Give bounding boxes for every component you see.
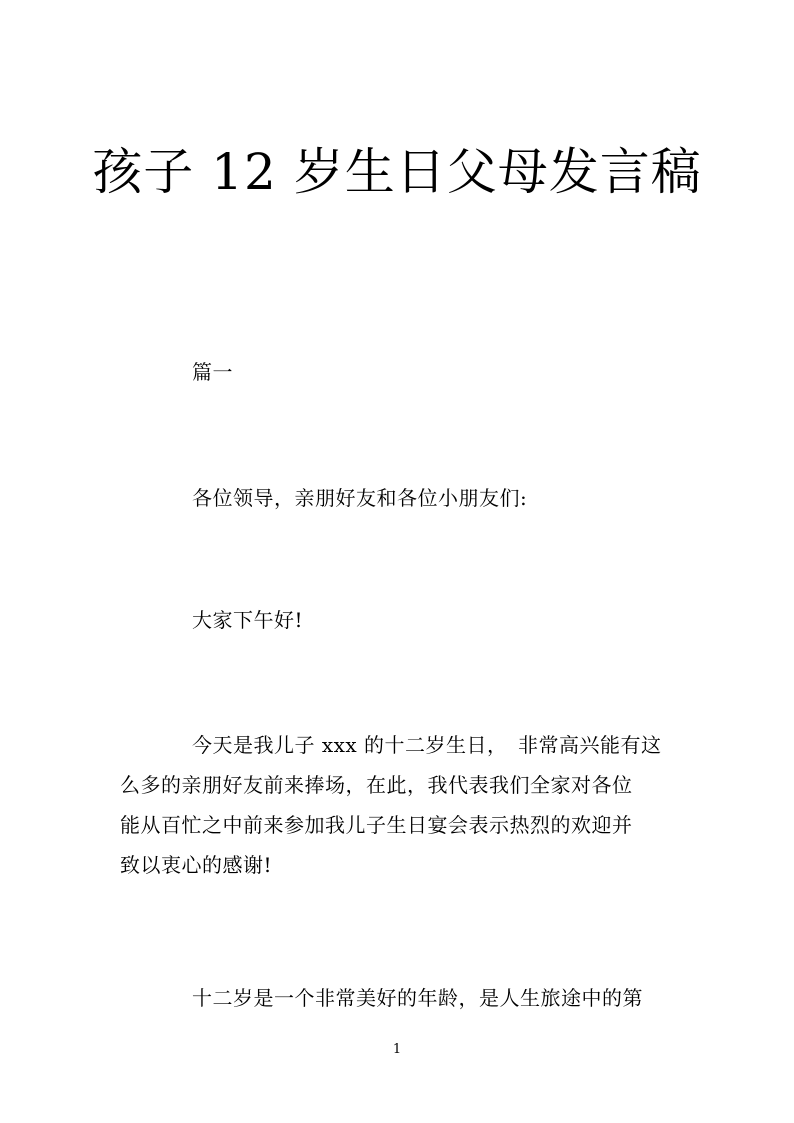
greeting-paragraph (120, 600, 680, 640)
document-title: 孩子 12 岁生日父母发言稿 (92, 143, 702, 201)
section-label: 篇一 (192, 360, 233, 384)
salutation-text: 各位领导，亲朋好友和各位小朋友们: (192, 486, 528, 510)
paragraph-line: 十二岁是一个非常美好的年龄，是人生旅途中的第 (192, 986, 643, 1010)
paragraph-line: 致以衷心的感谢! (120, 853, 273, 877)
greeting-text: 大家下午好! (192, 608, 304, 632)
salutation-paragraph (120, 478, 680, 518)
body-paragraph-2 (120, 978, 680, 1018)
paragraph-line: 今天是我儿子 xxx 的十二岁生日， 非常高兴能有这 (192, 733, 662, 757)
page-number: 1 (392, 1042, 402, 1057)
section-label-paragraph (120, 352, 680, 392)
paragraph-line: 能从百忙之中前来参加我儿子生日宴会表示热烈的欢迎并 (120, 813, 633, 837)
paragraph-line: 么多的亲朋好友前来捧场，在此，我代表我们全家对各位 (120, 773, 633, 797)
body-paragraph-1 (120, 725, 680, 885)
